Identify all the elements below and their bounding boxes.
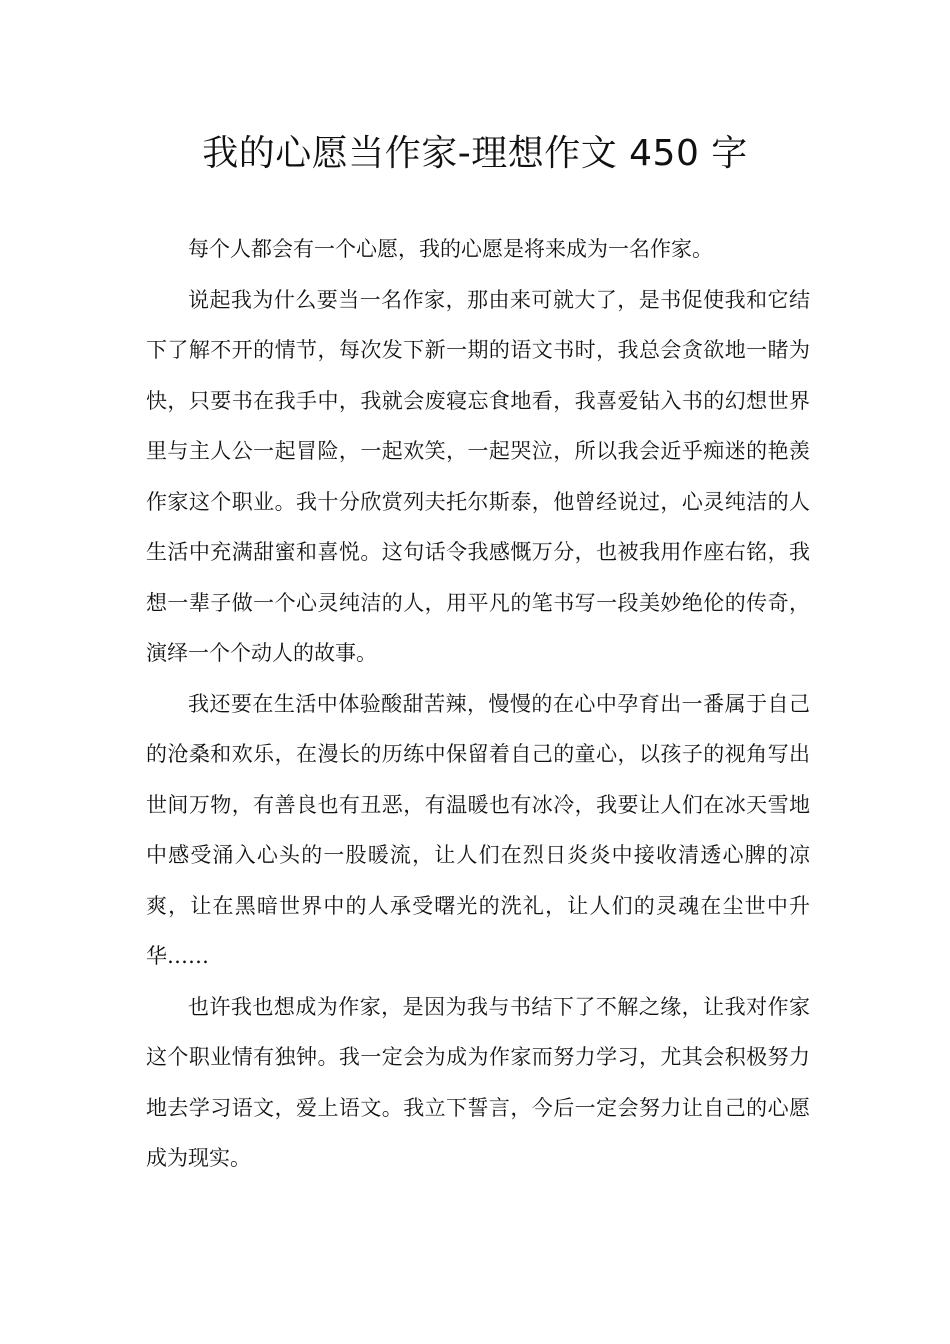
document-title: 我的心愿当作家-理想作文 450 字 (202, 133, 748, 174)
paragraph-4: 也许我也想成为作家，是因为我与书结下了不解之缘，让我对作家这个职业情有独钟。我一定会为成为作家而努力学习，尤其会积极努力地去学习语文，爱上语文。我立下誓言，今后一定会努力让自己的心愿成为现实。 (146, 994, 810, 1170)
document-body (146, 224, 810, 1184)
paragraph-1: 每个人都会有一个心愿，我的心愿是将来成为一名作家。 (188, 237, 713, 261)
paragraph-3: 我还要在生活中体验酸甜苦辣，慢慢的在心中孕育出一番属于自己的沧桑和欢乐，在漫长的历练中保留着自己的童心，以孩子的视角写出世间万物，有善良也有丑恶，有温暖也有冰冷，我要让人们在冰天雪地中感受涌入心头的一股暖流，让人们在烈日炎炎中接收清透心脾的凉爽，让在黑暗世界中的人承受曙光的洗礼，让人们的灵魂在尘世中升华…… (146, 691, 810, 968)
paragraph-2: 说起我为什么要当一名作家，那由来可就大了，是书促使我和它结下了解不开的情节，每次发下新一期的语文书时，我总会贪欲地一睹为快，只要书在我手中，我就会废寝忘食地看，我喜爱钻入书的幻想世界里与主人公一起冒险，一起欢笑，一起哭泣，所以我会近乎痴迷的艳羡作家这个职业。我十分欣赏列夫托尔斯泰，他曾经说过，心灵纯洁的人生活中充满甜蜜和喜悦。这句话令我感慨万分，也被我用作座右铭，我想一辈子做一个心灵纯洁的人，用平凡的笔书写一段美妙绝伦的传奇，演绎一个个动人的故事。 (146, 287, 810, 665)
